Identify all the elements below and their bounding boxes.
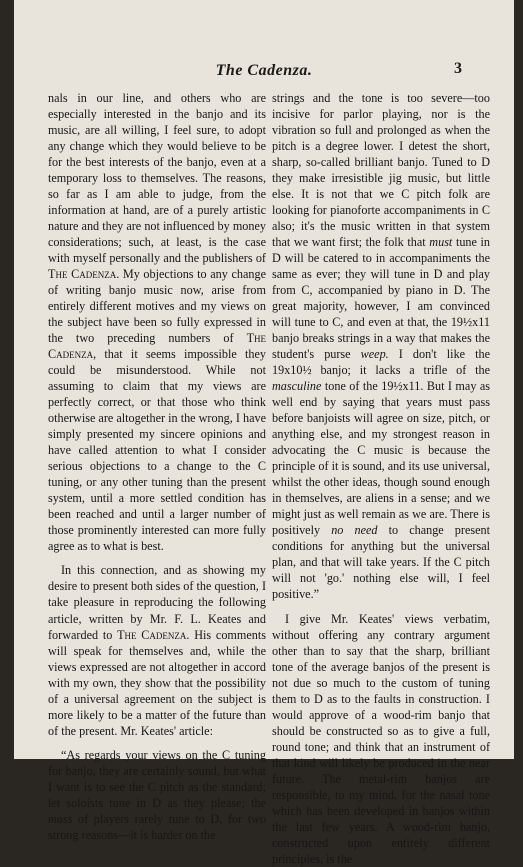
paragraph: nals in our line, and others who are especially interested in the banjo and its music, are all willing, I feel sure, to adopt any change which they would believe to be for the best interests of the banjo, even at a temporary loss to themselves. The reasons, so far as I am able to judge, from the information at hand, are of a purely artistic nature and they are not influenced by money considerations; such, at least, is the case with myself personally and the publishers of The Cadenza. My objections to any change of writing banjo music now, arise from entirely different motives and my views on the subject have been so fully expressed in the two preceding numbers of The Cadenza, that it seems impossible they could be misunderstood. While not assuming to claim that my views are perfectly correct, or that those who think otherwise are altogether in the wrong, I have simply presented my sincere opinions and have called attention to what I consider serious objections to a change to the C tuning, or any other tuning than the present system, until a more settled condition has been reached and until a larger number of those prominently interested can more fully agree as to what is best. bbox=[48, 91, 267, 554]
page-number: 3 bbox=[454, 60, 462, 77]
left-column bbox=[48, 90, 266, 843]
paragraph: In this connection, and as showing my desire to present both sides of the question, I take pleasure in reproducing the following article, written by Mr. F. L. Keates and forwarded to The Cadenza. His comments will speak for themselves and, while the views expressed are not altogether in accord with my own, they show that the possibility of a universal agreement on the subject is more likely to be a matter of the future than of the present. Mr. Keates' article: bbox=[48, 563, 267, 738]
quote-paragraph: “As regards your views on the C tuning for banjo, they are certainly sound, but what I want is to see the C pitch as the standard; let soloists tune in D as they please; the mass of players rarely tune to D, for two strong reasons—it is harder on the bbox=[48, 747, 266, 842]
page-header bbox=[14, 62, 514, 86]
right-column bbox=[272, 90, 490, 867]
running-title: The Cadenza. bbox=[215, 62, 313, 79]
document-page bbox=[14, 0, 514, 866]
quote-paragraph: strings and the tone is too severe—too incisive for parlor playing, nor is the vibration so full and prolonged as when the pitch is a degree lower. I detest the short, sharp, so-called brilliant banjo. Tuned to D they make irresistible jig music, but little else. It is not that we C pitch folk are looking for pianoforte accompaniments in C also; it's the music written in that system that we want first; the folk that must tune in D will be catered to in accompaniments the same as ever; they will tune in D and play from C, accompanied by piano in D. The great majority, however, I am convinced will tune to C, and even at that, the 19½x11 banjo breaks strings in a way that makes the student's purse weep. I don't like the 19x10½ banjo; it lacks a trifle of the masculine tone of the 19½x11. But I may as well end by saying that years must pass before banjoists will agree on size, pitch, or anything else, and my strongest reason in advocating the C music is because the principle of it is sound, and its use universal, whilst the other ideas, though sound enough in themselves, are aliens in a sense; and we might just as well remain as we are. There is positively no need to change present conditions for anything but the universal plan, and that will take years. If the C pitch will not 'go.' nothing else will, I feel positive.” bbox=[272, 91, 491, 602]
paragraph: I give Mr. Keates' views verbatim, without offering any contrary argument other than to say that the sharp, brilliant tone of the average banjos of the present is not due so much to the custom of tuning them to D as to the faults in construction. I would approve of a wood-rim banjo that should be constructed so as to give a full, round tone; and think that an instrument of that kind will likely be produced in the near future. The metal-rim banjos are responsible, to my mind, for the nasal tone which has been developed in banjos within the last few years. A wood-rim banjo, constructed upon entirely different principles, is the bbox=[272, 611, 490, 866]
